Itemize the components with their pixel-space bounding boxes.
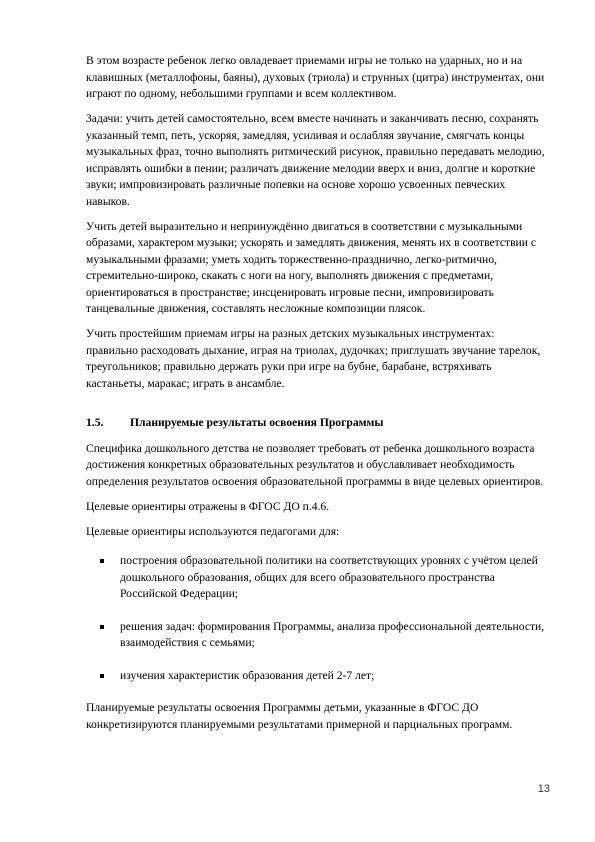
- paragraph-instruments: В этом возрасте ребенок легко овладевает приемами игры не только на ударных, но и на клавишных (металлофоны, баяны), духовых (триола) и струнных (цитра) инструментах, они играют по одному, небольшими группами и всем коллективом.: [86, 54, 545, 100]
- paragraph-targets-usage: Целевые ориентиры используются педагогами для:: [86, 524, 340, 538]
- list-item: [86, 553, 546, 603]
- list-item: [86, 619, 546, 652]
- list-item-text: изучения характеристик образования детей 2-7 лет;: [120, 668, 375, 682]
- paragraph-targets-fgos: Целевые ориентиры отражены в ФГОС ДО п.4.6.: [86, 499, 330, 513]
- paragraph-tasks-singing: Задачи: учить детей самостоятельно, всем вместе начинать и заканчивать песню, сохранять указанный темп, петь, ускоряя, замедляя, усиливая и ослабляя звучание, смягчать концы музыкальных фраз, точно выполнять ритмический рисунок, правильно передавать мелодию, исправлять ошибки в пении; различать движение мелодии вверх и вниз, долгие и короткие звуки; импровизировать различные попевки на основе хорошо усвоенных певческих навыков.: [86, 112, 545, 208]
- square-bullet-icon: [100, 625, 104, 629]
- bullet-list: [86, 553, 546, 684]
- section-heading: [86, 415, 546, 432]
- paragraph-tasks-movement: Учить детей выразительно и непринуждённо двигаться в соответствии с музыкальными образами, характером музыки; ускорять и замедлять движения, менять их в соответствии с музыкальными фразами; уметь ходить торжественно-празднично, легко-ритмично, стремительно-широко, скакать с ноги на ногу, выполнять движения с предметами, ориентироваться в пространстве; инсценировать игровые песни, импровизировать танцевальные движения, составлять несложные композиции плясок.: [86, 219, 537, 315]
- list-item: [86, 668, 546, 685]
- list-item-text: решения задач: формирования Программы, анализа профессиональной деятельности, взаимодействия с семьями;: [120, 619, 545, 649]
- paragraph-planned-results: Планируемые результаты освоения Программы детьми, указанные в ФГОС ДО конкретизируются планируемыми результатами примерной и парциальных программ.: [86, 701, 513, 731]
- section-number: 1.5.: [86, 416, 104, 429]
- square-bullet-icon: [100, 559, 104, 563]
- paragraph-specifics: Специфика дошкольного детства не позволяет требовать от ребенка дошкольного возраста достижения конкретных образовательных результатов и обуславливает необходимость определения результатов освоения образовательной программы в виде целевых ориентиров.: [86, 441, 544, 488]
- page-number: 13: [537, 783, 550, 795]
- list-item-text: построения образовательной политики на соответствующих уровнях с учётом целей дошкольного образования, общих для всего образовательного пространства Российской Федерации;: [120, 554, 538, 600]
- page-content: [86, 53, 546, 742]
- square-bullet-icon: [100, 674, 104, 678]
- section-title: Планируемые результаты освоения Программы: [130, 416, 384, 429]
- paragraph-tasks-playing: Учить простейшим приемам игры на разных детских музыкальных инструментах: правильно расходовать дыхание, играя на триолах, дудочках; приглушать звучание тарелок, треугольников; правильно держать руки при игре на бубне, барабане, встряхивать кастаньеты, маракас; играть в ансамбле.: [86, 327, 541, 390]
